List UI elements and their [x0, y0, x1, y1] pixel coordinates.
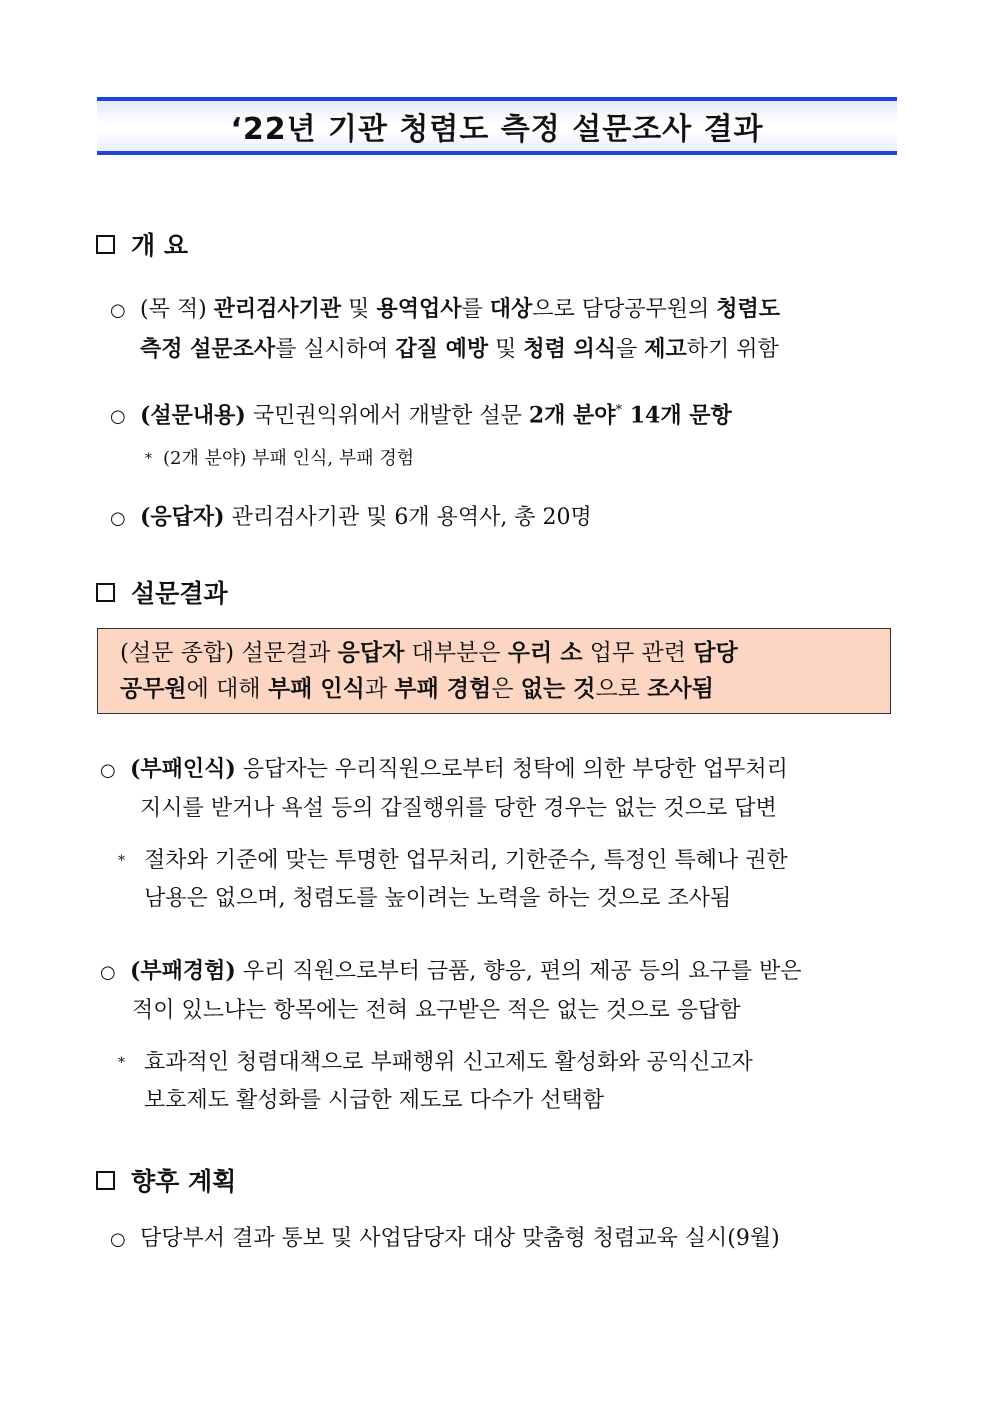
content-note: * (2개 분야) 부패 인식, 부패 경험: [145, 440, 414, 478]
section-title: 개 요: [131, 231, 189, 260]
asterisk-icon: *: [145, 451, 152, 467]
respondents-item: ○ (응답자) 관리검사기관 및 6개 용역사, 총 20명: [110, 498, 592, 538]
section-overview: [96, 226, 188, 262]
circle-bullet-icon: ○: [110, 1229, 126, 1250]
purpose-line-2: 측정 설문조사를 실시하여 갑질 예방 및 청렴 의식을 제고하기 위함: [140, 336, 779, 362]
perception-item: ○ (부패인식) 응답자는 우리직원으로부터 청탁에 의한 부당한 업무처리 지시를 받거나 욕설 등의 갑질행위를 당한 경우는 없는 것으로 답변: [100, 750, 788, 828]
summary-line-1: (설문 종합) 설문결과 응답자 대부분은 우리 소 업무 관련 담당: [120, 639, 738, 666]
summary-line-2: 공무원에 대해 부패 인식과 부패 경험은 없는 것으로 조사됨: [120, 675, 714, 702]
circle-bullet-icon: ○: [110, 300, 126, 321]
circle-bullet-icon: ○: [100, 962, 116, 983]
experience-note: * 효과적인 청렴대책으로 부패행위 신고제도 활성화와 공익신고자 보호제도 활성화를 시급한 제도로 다수가 선택함: [118, 1044, 753, 1120]
section-plan: [96, 1162, 236, 1198]
asterisk-icon: *: [118, 853, 125, 869]
plan-item: ○ 담당부서 결과 통보 및 사업담당자 대상 맞춤형 청렴교육 실시(9월): [110, 1220, 780, 1259]
asterisk-icon: *: [118, 1055, 125, 1071]
content-item: [110, 392, 732, 436]
circle-bullet-icon: ○: [110, 406, 126, 428]
title-banner: [97, 97, 897, 155]
purpose-line-1: ○ (목 적) 관리검사기관 및 용역업사를 대상으로 담당공무원의 청렴도: [110, 290, 780, 330]
section-title: 향후 계획: [131, 1167, 237, 1196]
checkbox-square-icon: [96, 583, 115, 602]
checkbox-square-icon: [96, 1171, 115, 1190]
content-line: ○ (설문내용) 국민권익위에서 개발한 설문 2개 분야* 14개 문항: [110, 392, 732, 436]
page-title: ‘22년 기관 청렴도 측정 설문조사 결과: [230, 112, 764, 147]
circle-bullet-icon: ○: [100, 760, 116, 781]
purpose-item: [110, 290, 780, 369]
experience-item: ○ (부패경험) 우리 직원으로부터 금품, 향응, 편의 제공 등의 요구를 받은 적이 있느냐는 항목에는 전혀 요구받은 적은 없는 것으로 응답함: [100, 952, 802, 1030]
section-title: 설문결과: [131, 579, 228, 608]
perception-note: * 절차와 기준에 맞는 투명한 업무처리, 기한준수, 특정인 특혜나 권한 남용은 없으며, 청렴도를 높이려는 노력을 하는 것으로 조사됨: [118, 842, 788, 918]
checkbox-square-icon: [96, 235, 115, 254]
summary-box: [97, 628, 891, 714]
circle-bullet-icon: ○: [110, 508, 126, 529]
section-results: [96, 574, 228, 610]
